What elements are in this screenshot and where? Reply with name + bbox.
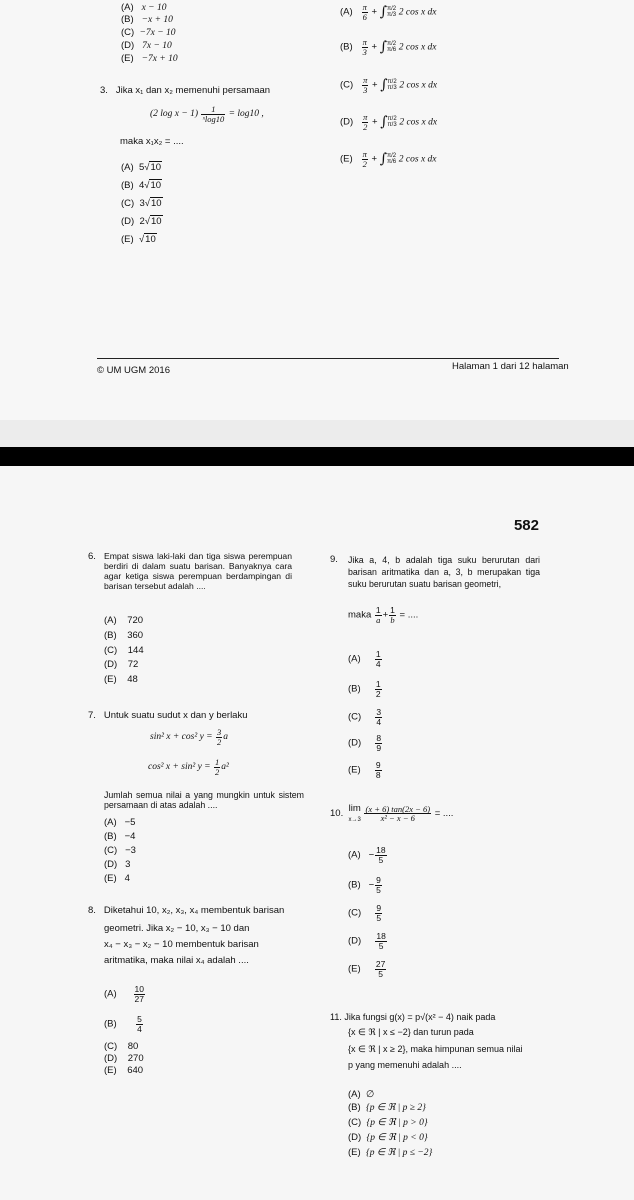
page-separator (0, 447, 634, 466)
integral-option-e: (E) $\frac{\pi}{2}$ + ∫π/2 π/6 2 cos x dx (340, 149, 437, 169)
q7-option-d: (D) 3 (104, 859, 131, 870)
q11-line-2: {x ∈ ℜ | x ≤ −2} dan turun pada (348, 1027, 474, 1037)
q11-option-a: (A) ∅ (348, 1089, 375, 1100)
q7-equation-2: cos² x + sin² y = $\frac{1}{2}$ a² (148, 757, 229, 777)
q9-number: 9. (330, 554, 338, 565)
q8-option-a: (A) $\frac{10}{27}$ (104, 984, 144, 1004)
q6-number: 6. (88, 551, 96, 562)
q3-equation: (2 log x − 1) $\frac{1}{\text{ˣlog10}}$ = log10 , (150, 104, 264, 124)
q6-option-d: (D) 72 (104, 659, 139, 670)
q9-option-a: (A) $\frac{1}{4}$ (348, 649, 381, 669)
q6-option-e: (E) 48 (104, 674, 138, 685)
q9-option-b: (B) $\frac{1}{2}$ (348, 679, 381, 699)
q3-option-b: (B) 4√10 (121, 180, 162, 191)
q2-option-a: (A) x − 10 (121, 2, 167, 13)
q7-stem: 7. Untuk suatu sudut x dan y berlaku (88, 710, 248, 721)
q9-option-d: (D) $\frac{8}{9}$ (348, 733, 382, 753)
q7-equation-1: sin² x + cos² y = $\frac{3}{2}$ a (150, 727, 228, 747)
q7-option-c: (C) −3 (104, 845, 136, 856)
q7-option-a: (A) −5 (104, 817, 136, 828)
q8-line-3: x₄ − x₃ − x₂ − 10 membentuk barisan (104, 939, 259, 950)
q11-line-1: 11. Jika fungsi g(x) = p√(x² − 4) naik pada (330, 1012, 496, 1022)
integral-option-a: (A) $\frac{\pi}{6}$ + ∫π/2 π/3 2 cos x dx (340, 2, 437, 22)
q10-option-d: (D) $\frac{18}{5}$ (348, 931, 386, 951)
integral-option-c: (C) $\frac{\pi}{3}$ + ∫π/2 π/3 2 cos x dx (340, 75, 438, 95)
q2-option-b: (B) −x + 10 (121, 14, 173, 25)
footer-copyright: © UM UGM 2016 (97, 365, 170, 376)
footer-rule (97, 358, 559, 359)
q2-option-d: (D) 7x − 10 (121, 40, 172, 51)
q10-option-b: (B) − $\frac{9}{5}$ (348, 875, 381, 895)
q11-option-c: (C) {p ∈ ℜ | p > 0} (348, 1117, 428, 1128)
footer-page-count: Halaman 1 dari 12 halaman (452, 361, 569, 372)
q7-option-b: (B) −4 (104, 831, 136, 842)
q3-option-e: (E) √10 (121, 234, 156, 245)
q10-option-a: (A) − $\frac{18}{5}$ (348, 845, 386, 865)
q10-option-e: (E) $\frac{27}{5}$ (348, 959, 386, 979)
page-number: 582 (513, 517, 539, 534)
q2-option-e: (E) −7x + 10 (121, 53, 178, 64)
integral-option-b: (B) $\frac{\pi}{3}$ + ∫π/2 π/6 2 cos x dx (340, 37, 437, 57)
q11-option-e: (E) {p ∈ ℜ | p ≤ −2} (348, 1147, 433, 1158)
q3-option-c: (C) 3√10 (121, 198, 162, 209)
q6-option-b: (B) 360 (104, 630, 144, 641)
exam-page-1 (0, 0, 634, 420)
q9-ask: maka $\frac{1}{a}$ + $\frac{1}{b}$ = .... (348, 605, 419, 625)
q10-option-c: (C) $\frac{9}{5}$ (348, 903, 382, 923)
q9-option-c: (C) $\frac{3}{4}$ (348, 707, 382, 727)
q7-option-e: (E) 4 (104, 873, 130, 884)
q7-ask: Jumlah semua nilai a yang mungkin untuk sistem persamaan di atas adalah .... (104, 790, 304, 811)
q2-option-c: (C) −7x − 10 (121, 27, 176, 38)
q8-line-1: 8. Diketahui 10, x₂, x₃, x₄ membentuk barisan (88, 905, 285, 916)
q11-line-3: {x ∈ ℜ | x ≥ 2}, maka himpunan semua nilai (348, 1044, 523, 1054)
q11-line-4: p yang memenuhi adalah .... (348, 1060, 462, 1070)
q6-option-a: (A) 720 (104, 615, 144, 626)
q8-option-c: (C) 80 (104, 1041, 139, 1052)
q8-option-b: (B) $\frac{5}{4}$ (104, 1014, 142, 1034)
q3-option-a: (A) 5√10 (121, 162, 162, 173)
q11-option-d: (D) {p ∈ ℜ | p < 0} (348, 1132, 428, 1143)
q3-option-d: (D) 2√10 (121, 216, 162, 227)
q3-stem: 3. Jika x₁ dan x₂ memenuhi persamaan (100, 85, 271, 96)
q3-ask: maka x₁x₂ = .... (120, 136, 184, 147)
q10-expression: 10. lim x→3 $\frac{(x + 6) \tan(2x - 6)}{\text{x² − x − 6}}$ = .... (330, 803, 454, 823)
q8-option-e: (E) 640 (104, 1065, 144, 1076)
q6-stem: Empat siswa laki-laki dan tiga siswa perempuan berdiri di dalam suatu barisan. Banyaknya cara agar ketiga siswa perempuan berdampingan di barisan tersebut adalah .... (104, 551, 292, 591)
q6-option-c: (C) 144 (104, 645, 144, 656)
q9-stem: Jika a, 4, b adalah tiga suku berurutan dari barisan aritmatika dan a, 3, b merupakan tiga suku berurutan suatu barisan geometri, (348, 555, 540, 589)
q9-option-e: (E) $\frac{9}{8}$ (348, 760, 381, 780)
integral-option-d: (D) $\frac{\pi}{2}$ + ∫π/2 π/3 2 cos x dx (340, 112, 438, 132)
q11-option-b: (B) {p ∈ ℜ | p ≥ 2} (348, 1102, 426, 1113)
q8-option-d: (D) 270 (104, 1053, 144, 1064)
q8-line-4: aritmatika, maka nilai x₄ adalah .... (104, 955, 249, 966)
q8-line-2: geometri. Jika x₂ − 10, x₃ − 10 dan (104, 923, 250, 934)
